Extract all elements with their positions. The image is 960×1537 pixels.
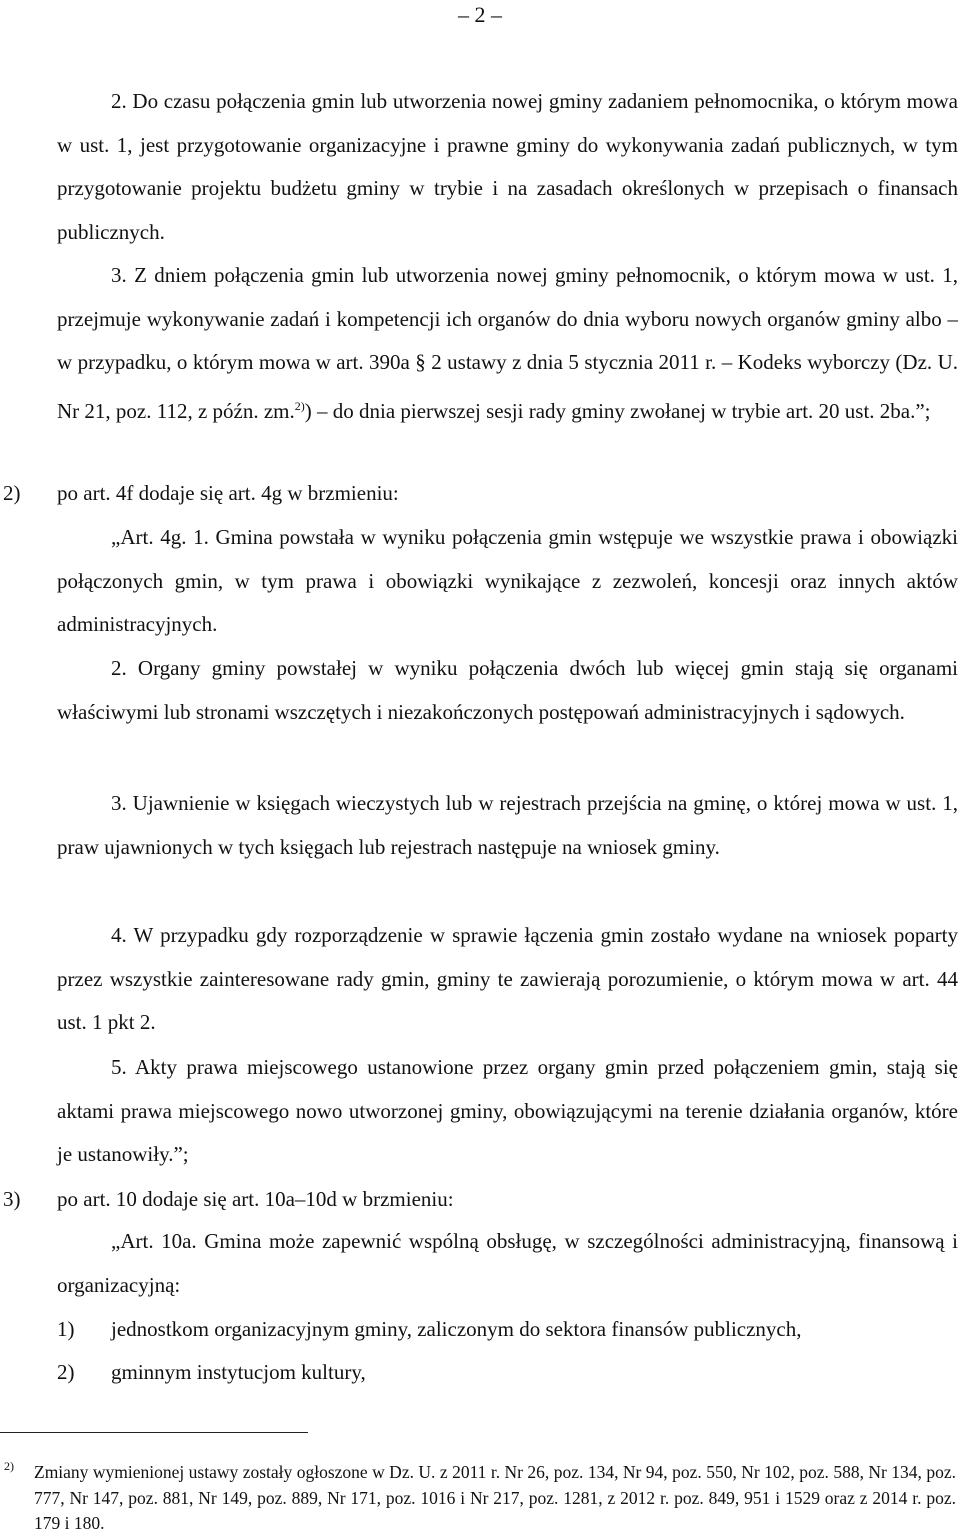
point-number: 2) bbox=[57, 1360, 75, 1384]
footnote-mark: 2) bbox=[4, 1459, 14, 1473]
art-4g-ust-3: 3. Ujawnienie w księgach wieczystych lub w rejestrach przejścia na gminę, o której mowa w ust. 1, praw ujawnionych w tych księgach lub rejestrach następuje na wniosek gminy. bbox=[57, 791, 958, 859]
paragraph-ust-2: 2. Do czasu połączenia gmin lub utworzenia nowej gminy zadaniem pełnomocnika, o którym mowa w ust. 1, jest przygotowanie organizacyjne i prawne gminy do wykonywania zadań publicznych, w tym przygotowanie projektu budżetu gminy w trybie i na zasadach określonych w przepisach o finansach publicznych. bbox=[57, 89, 958, 244]
list-item-text: po art. 10 dodaje się art. 10a–10d w brzmieniu: bbox=[57, 1187, 454, 1211]
page-number: – 2 – bbox=[458, 2, 502, 27]
paragraph-ust-3 bbox=[57, 254, 958, 433]
footnote-text: Zmiany wymienionej ustawy zostały ogłoszone w Dz. U. z 2011 r. Nr 26, poz. 134, Nr 94, poz. 550, Nr 102, poz. 588, Nr 134, poz. 777, Nr 147, poz. 881, Nr 149, poz. 889, Nr 171, poz. 1016 i Nr 217, poz. 1281, z 2012 r. poz. 849, 951 i 1529 oraz z 2014 r. poz. 179 i 180. bbox=[34, 1462, 956, 1533]
point-text: gminnym instytucjom kultury, bbox=[111, 1360, 366, 1384]
art-4g-ust-4: 4. W przypadku gdy rozporządzenie w sprawie łączenia gmin zostało wydane na wniosek poparty przez wszystkie zainteresowane rady gmin, gminy te zawierają porozumienie, o którym mowa w art. 44 ust. 1 pkt 2. bbox=[57, 923, 958, 1035]
list-item-number: 2) bbox=[3, 481, 21, 505]
paragraph-ust-3-tail: ) – do dnia pierwszej sesji rady gminy zwołanej w trybie art. 20 ust. 2ba.”; bbox=[304, 398, 931, 423]
point-number: 1) bbox=[57, 1317, 75, 1341]
list-item-text: po art. 4f dodaje się art. 4g w brzmieniu: bbox=[57, 481, 399, 505]
footnote-reference: 2) bbox=[294, 398, 305, 413]
paragraph-ust-3-text: 3. Z dniem połączenia gmin lub utworzenia nowej gminy pełnomocnik, o którym mowa w ust. 1, przejmuje wykonywanie zadań i kompetencji ich organów do dnia wyboru nowych organów gminy albo – w przypadku, o którym mowa w art. 390a § 2 ustawy z dnia 5 stycznia 2011 r. – Kodeks wyborczy (Dz. U. Nr 21, poz. 112, z późn. zm. bbox=[57, 263, 958, 423]
art-4g-ust-2: 2. Organy gminy powstałej w wyniku połączenia dwóch lub więcej gmin stają się organami właściwymi lub stronami wszczętych i niezakończonych postępowań administracyjnych i sądowych. bbox=[57, 656, 958, 724]
list-item-number: 3) bbox=[3, 1187, 21, 1211]
art-4g-ust-1: „Art. 4g. 1. Gmina powstała w wyniku połączenia gmin wstępuje we wszystkie prawa i obowiązki połączonych gmin, w tym prawa i obowiązki wynikające z zezwoleń, koncesji oraz innych aktów administracyjnych. bbox=[57, 525, 958, 637]
art-4g-ust-5: 5. Akty prawa miejscowego ustanowione przez organy gmin przed połączeniem gmin, stają się aktami prawa miejscowego nowo utworzonej gminy, obowiązującymi na terenie działania organów, które je ustanowiły.”; bbox=[57, 1055, 958, 1167]
point-text: jednostkom organizacyjnym gminy, zaliczonym do sektora finansów publicznych, bbox=[111, 1317, 802, 1341]
art-10a: „Art. 10a. Gmina może zapewnić wspólną obsługę, w szczególności administracyjną, finansową i organizacyjną: bbox=[57, 1229, 958, 1297]
footnote-separator bbox=[0, 1432, 308, 1433]
